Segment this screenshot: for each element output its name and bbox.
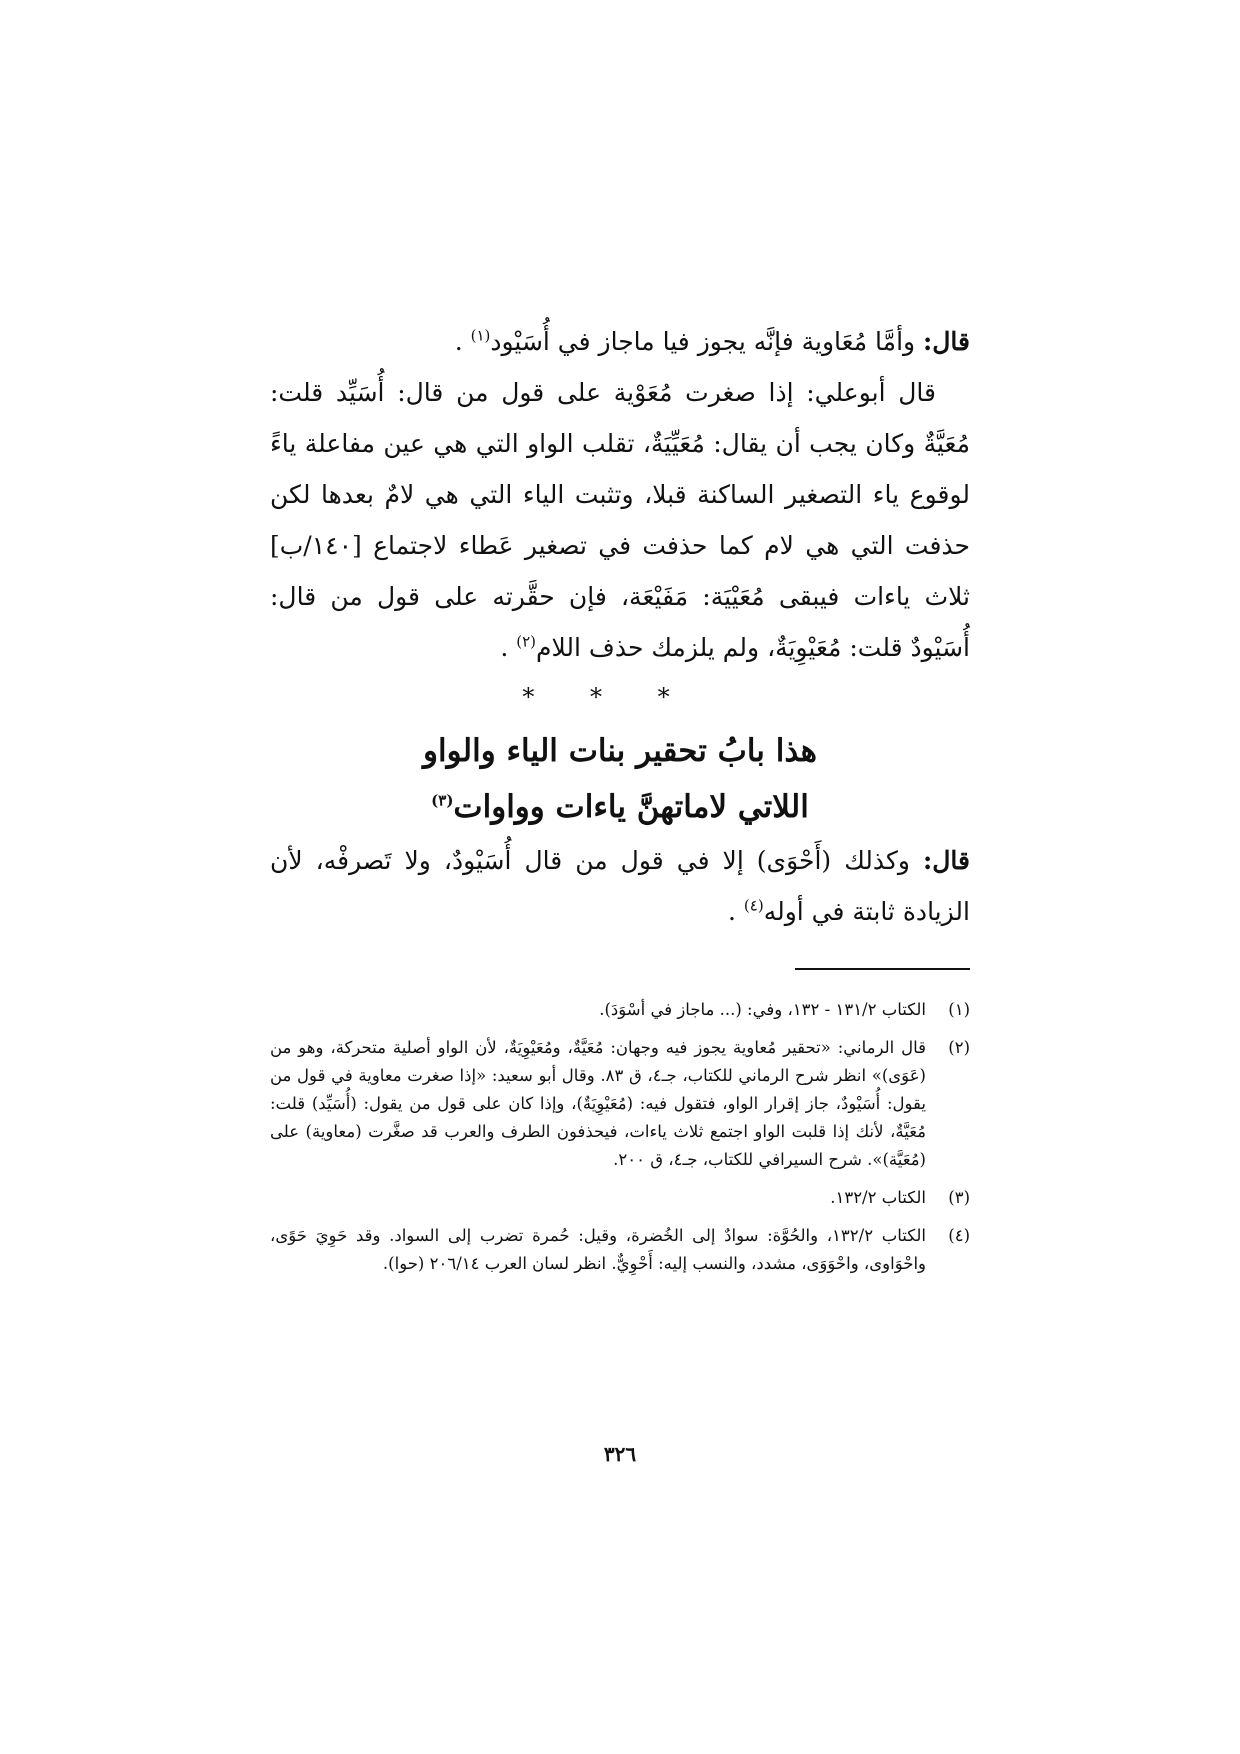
chapter-heading [270,723,970,835]
paragraph-2-text: قال أبوعلي: إذا صغرت مُعَوْية على قول من قال: أُسَيِّد قلت: مُعَيَّةٌ وكان يجب أن يقال: مُعَيِّيَةٌ، تقلب الواو التي هي عين مفاعلة ياءً لوقوع ياء التصغير الساكنة قبلا، وتثبت الياء التي هي لامٌ بعدها لكن حذفت التي هي لام كما حذفت في تصغير عَطاء لاجتماع [١٤٠/ب] ثلاث ياءات فيبقى مُعَيْيَة: مَفَيْعَة، فإن حقَّرته على قول من قال: أُسَيْودٌ قلت: مُعَيْوِيَةٌ، ولم يلزمك حذف اللام [270,378,970,662]
paragraph-1 [270,316,970,367]
chapter-heading-line-2-text: اللاتي لاماتهنَّ ياءات وواوات [453,789,809,825]
footnote-ref-2: (٢) [516,632,537,651]
footnote-text: الكتاب ١٣١/٢ - ١٣٢، وفي: (... ماجاز في أسْوَدَ). [599,1000,926,1019]
footnote-text: الكتاب ١٣٢/٢، والحُوَّة: سوادٌ إلى الخُضرة، وقيل: حُمرة تضرب إلى السواد. وقد حَوِيَ حَوًى، واحْوَاوى، واحْوَوَى، مشدد، والنسب إليه: أَحْوِيٌّ. انظر لسان العرب ٢٠٦/١٤ (حوا). [270,1226,926,1273]
footnote-2 [270,1034,970,1174]
paragraph-3-text: وكذلك (أَحْوَى) إلا في قول من قال أُسَيْودٌ، ولا تَصرفْه، لأن الزيادة ثابتة في أوله [270,846,970,926]
footnote-number: (٤) [948,1226,970,1245]
footnote-divider [795,968,970,970]
footnote-1 [270,996,970,1024]
footnote-number: (٢) [948,1038,970,1057]
paragraph-3 [270,835,970,937]
section-separator: * * * [522,683,694,711]
footnote-ref-3: (٣) [431,791,454,810]
footnote-text: قال الرماني: «تحقير مُعاوية يجوز فيه وجهان: مُعَيَّةٌ، ومُعَيْوِيَةٌ، لأن الواو أصلية متحركة، وهو من (عَوَى)» انظر شرح الرماني للكتاب، جـ٤، ق ٨٣. وقال أبو سعيد: «إذا صغرت معاوية في قول من يقول: أُسَيْودٌ، جاز إقرار الواو، فتقول فيه: (مُعَيْوِيَةٌ)، وإذا كان على قول من يقول: (أُسَيِّد) قلت: مُعَيَّةٌ، لأنك إذا قلبت الواو اجتمع ثلاث ياءات، فيحذفون الطرف والعرب قد صغَّرت (معاوية) على (مُعَيَّة)». شرح السيرافي للكتاب، جـ٤، ق ٢٠٠. [270,1038,926,1169]
footnotes [270,996,970,1288]
paragraph-1-text: وأمَّا مُعَاوية فإنَّه يجوز فيا ماجاز في أُسَيْود [490,327,924,356]
footnote-4 [270,1222,970,1278]
footnote-number: (١) [948,1000,970,1019]
chapter-heading-line-1: هذا بابُ تحقير بنات الياء والواو [423,733,817,769]
main-text [270,316,970,937]
footnote-ref-1: (١) [470,326,491,345]
paragraph-2-end: . [500,633,517,662]
footnote-3 [270,1184,970,1212]
footnote-text: الكتاب ١٣٢/٢. [830,1188,926,1207]
paragraph-3-end: . [728,897,744,926]
qala-label-1: قال: [923,327,970,356]
footnote-number: (٣) [948,1188,970,1207]
chapter-heading-line-2 [270,779,970,835]
paragraph-2 [270,367,970,673]
page-number: ٣٢٦ [603,1442,637,1466]
footnote-ref-4: (٤) [743,896,764,915]
paragraph-1-end: . [454,327,471,356]
qala-label-2: قال: [923,846,970,875]
